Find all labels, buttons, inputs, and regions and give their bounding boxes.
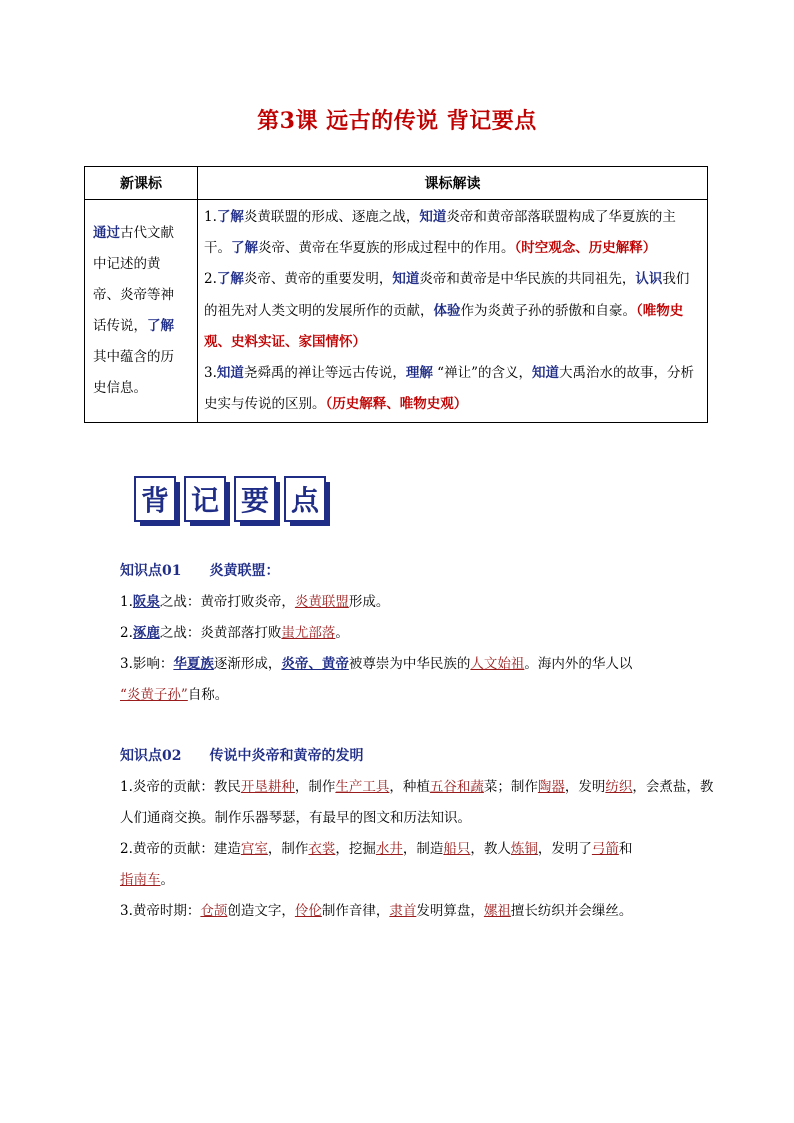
keyword: 衣裳 <box>308 841 336 857</box>
kp2-heading <box>120 741 720 772</box>
keyword: 陶器 <box>537 779 565 795</box>
kp1-line-3 <box>120 649 720 711</box>
keyword: 炼铜 <box>510 841 538 857</box>
curriculum-table <box>84 166 708 423</box>
keyword: 阪泉 <box>132 594 160 610</box>
keyword: 理解 <box>405 365 433 382</box>
kp-label: 知识点02 <box>120 748 182 764</box>
num: 2. <box>120 625 133 641</box>
literacy-tag: （历史解释、唯物史观） <box>325 396 468 413</box>
badge-char: 要 <box>234 476 276 522</box>
kp1-line-1 <box>120 587 720 618</box>
num: 1. <box>120 594 133 610</box>
interpretation-cell <box>198 200 708 423</box>
kp-title: 传说中炎帝和黄帝的发明 <box>209 748 364 764</box>
text: 炎帝和黄帝是中华民族的共同祖先， <box>419 271 636 288</box>
text: 炎帝和黄帝部落联盟构成了华夏族的主干。 <box>204 209 676 257</box>
keyword: 知道 <box>532 365 559 382</box>
text: 之战：炎黄部落打败 <box>159 625 282 641</box>
keyword: 生产工具 <box>335 779 390 795</box>
keyword: 人文始祖 <box>470 656 525 672</box>
keyword: 开垦耕种 <box>240 779 295 795</box>
text: ，制作 <box>294 779 336 795</box>
text: 炎帝、黄帝在华夏族的形成过程中的作用。 <box>258 240 515 257</box>
literacy-tag: （时空观念、历史解释） <box>514 240 657 257</box>
text: ，制造 <box>402 841 444 857</box>
text: 自称。 <box>187 687 229 703</box>
text: 3.黄帝时期： <box>120 903 201 919</box>
keyword: 炎黄联盟 <box>294 594 349 610</box>
text: ，会煮盐，教人们通商交换。制作乐器琴瑟，有最早的图文和历法知识。 <box>120 779 714 826</box>
badge-char: 点 <box>284 476 326 522</box>
text: 。海内外的华人以 <box>524 656 633 672</box>
kp2-line-2 <box>120 834 720 896</box>
text: 。 <box>160 872 174 888</box>
kp1-line-2 <box>120 618 720 649</box>
cell-text: 古代文献中记述的黄帝、炎帝等神话传说， <box>93 225 174 335</box>
keyword: 纺织 <box>605 779 633 795</box>
text: “禅让”的含义， <box>432 365 532 382</box>
keyword: 体验 <box>433 302 461 319</box>
keyword: 仓颉 <box>200 903 228 919</box>
text: 和 <box>618 841 633 857</box>
badge-dian <box>284 476 330 526</box>
kp2-line-3 <box>120 896 720 927</box>
num: 1. <box>204 209 217 225</box>
kp-title: 炎黄联盟： <box>209 563 280 579</box>
badge-ji <box>184 476 230 526</box>
cell-text: 其中蕴含的历史信息。 <box>93 349 174 397</box>
table-row <box>85 200 708 423</box>
text: ，发明 <box>564 779 606 795</box>
knowledge-point-1 <box>120 556 720 711</box>
text: 尧舜禹的禅让等远古传说， <box>243 365 406 382</box>
keyword: 通过 <box>93 225 120 242</box>
text: 发明算盘， <box>416 903 484 919</box>
table-header-row <box>85 167 708 200</box>
num: 3. <box>204 365 217 382</box>
text: 炎帝、黄帝的重要发明， <box>243 271 393 288</box>
keyword: 了解 <box>147 318 174 335</box>
text: 之战：黄帝打败炎帝， <box>159 594 295 610</box>
keyword: 水井 <box>375 841 403 857</box>
text: 逐渐形成， <box>213 656 282 672</box>
keyword: 了解 <box>216 271 244 288</box>
kp1-heading <box>120 556 720 587</box>
point-1 <box>204 202 701 264</box>
text: 菜；制作 <box>483 779 538 795</box>
text: ，挖掘 <box>335 841 376 857</box>
keyword: 知道 <box>419 209 447 225</box>
text: 炎黄联盟的形成、逐鹿之战， <box>243 209 420 225</box>
keyword: 了解 <box>216 209 244 225</box>
header-col1: 新课标 <box>85 167 198 200</box>
knowledge-point-2 <box>120 741 720 927</box>
standard-cell <box>85 200 198 423</box>
text: ，教人 <box>470 841 511 857</box>
keyword: 炎帝、黄帝 <box>281 656 349 672</box>
keyword: 弓箭 <box>591 841 619 857</box>
keyword: 隶首 <box>389 903 417 919</box>
text: 作为炎黄子孙的骄傲和自豪。 <box>460 302 636 319</box>
text: 1.炎帝的贡献：教民 <box>120 779 241 795</box>
num: 2. <box>204 271 217 288</box>
text: ，发明了 <box>537 841 592 857</box>
keyword: 伶伦 <box>294 903 322 919</box>
text: 3.影响： <box>120 656 174 672</box>
badge-char: 背 <box>134 476 176 522</box>
badge-char: 记 <box>184 476 226 522</box>
text: 被尊崇为中华民族的 <box>348 656 471 672</box>
keyword: 认识 <box>635 271 663 288</box>
text: 创造文字， <box>227 903 295 919</box>
keyword: 了解 <box>231 240 258 257</box>
keyword: 蚩尤部落 <box>281 625 336 641</box>
page-title: 第3课 远古的传说 背记要点 <box>257 108 537 134</box>
text: 大禹治水的故事，分析史实与传说的区别。 <box>204 365 694 413</box>
keyword: 嫘祖 <box>483 903 511 919</box>
text: 我们的祖先对人类文明的发展所作的贡献， <box>204 271 690 319</box>
text: 2.黄帝的贡献：建造 <box>120 841 241 857</box>
point-2 <box>204 264 701 358</box>
text: 。 <box>335 625 349 641</box>
literacy-tag: （唯物史观、史料实证、家国情怀） <box>204 302 684 350</box>
keyword: 知道 <box>216 365 244 382</box>
text: 形成。 <box>348 594 390 610</box>
badge-bei <box>134 476 180 526</box>
keyword: 五谷和蔬 <box>429 779 484 795</box>
keyword: 宫室 <box>240 841 268 857</box>
text: ，制作 <box>267 841 309 857</box>
keyword: “炎黄子孙” <box>120 687 188 703</box>
kp-label: 知识点01 <box>120 563 182 579</box>
text: 制作音律， <box>321 903 390 919</box>
point-3 <box>204 358 701 420</box>
kp2-line-1 <box>120 772 720 834</box>
keyword: 涿鹿 <box>132 625 160 641</box>
text: 擅长纺织并会缫丝。 <box>510 903 633 919</box>
keyword: 知道 <box>392 271 420 288</box>
badge-yao <box>234 476 280 526</box>
keyword: 船只 <box>443 841 471 857</box>
header-col2: 课标解读 <box>198 167 708 200</box>
keyword: 华夏族 <box>173 656 214 672</box>
memorize-badges <box>134 476 330 526</box>
keyword: 指南车 <box>120 872 161 888</box>
text: ，种植 <box>389 779 430 795</box>
